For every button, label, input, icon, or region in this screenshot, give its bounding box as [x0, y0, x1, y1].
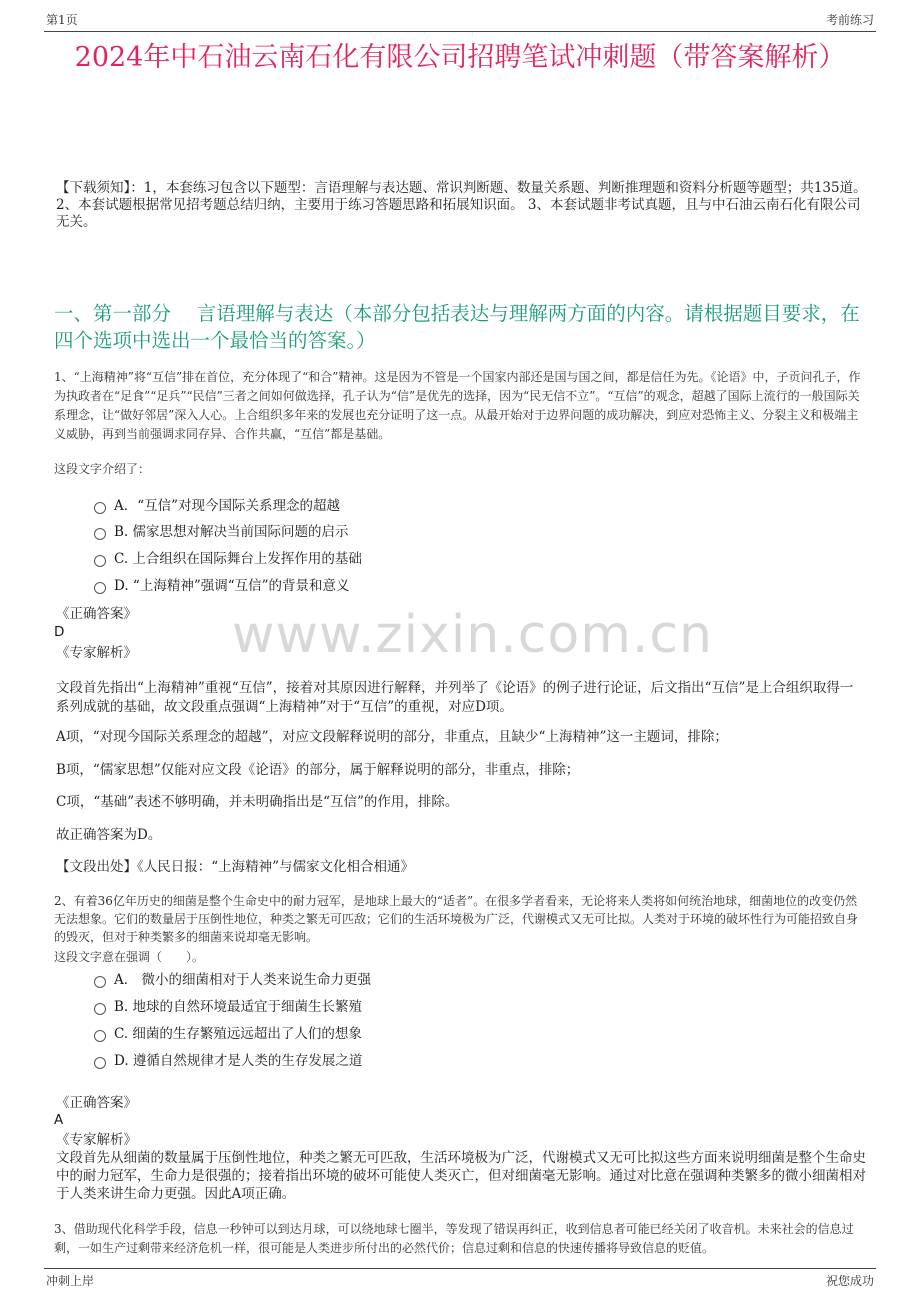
q2-option-d-label: D. 遵循自然规律才是人类的生存发展之道 [114, 1053, 363, 1069]
radio-button-icon[interactable] [94, 1057, 106, 1069]
q2-option-b[interactable] [94, 997, 362, 1017]
q1-option-a-label: A．“互信”对现今国际关系理念的超越 [114, 498, 341, 514]
q1-analysis-conclusion: 故正确答案为D。 [56, 827, 162, 843]
radio-button-icon[interactable] [94, 502, 106, 514]
q2-analysis: 文段首先从细菌的数量属于压倒性地位，种类之繁无可匹敌，生活环境极为广泛，代谢模式又无可比拟这些方面来说明细菌是整个生命史中的耐力冠军，生命力是很强的；接着指出环境的破坏可能使人类灭亡，但对细菌毫无影响。通过对比意在强调种类繁多的微小细菌相对于人类来讲生命力更强。因此A项正确。 [56, 1150, 866, 1202]
q2-option-b-label: B. 地球的自然环境最适宜于细菌生长繁殖 [114, 999, 363, 1015]
section-heading: 一、第一部分 言语理解与表达（本部分包括表达与理解两方面的内容。请根据题目要求，在四个选项中选出一个最恰当的答案。） [54, 302, 860, 352]
radio-button-icon[interactable] [94, 1003, 106, 1015]
q1-analysis-a: A项，“对现今国际关系理念的超越”，对应文段解释说明的部分，非重点，且缺少“上海精神”这一主题词，排除； [56, 729, 728, 745]
q1-source: 【文段出处】《人民日报：“上海精神”与儒家文化相合相通》 [56, 859, 415, 875]
q2-answer-label: 《正确答案》 [56, 1095, 137, 1111]
page-number: 第1页 [46, 13, 78, 27]
header-rule [44, 31, 876, 32]
q1-analysis-c: C项，“基础”表述不够明确，并未明确指出是“互信”的作用，排除。 [56, 794, 459, 810]
q1-option-c-label: C. 上合组织在国际舞台上发挥作用的基础 [114, 551, 362, 567]
question-1-stem: 1、“上海精神”将“互信”排在首位，充分体现了“和合”精神。这是因为不管是一个国家内部还是国与国之间，都是信任为先。《论语》中，子贡问孔子，作为执政者在“足食”“足兵”“民信”三者之间如何做选择，孔子认为“信”是优先的选择，因为“民无信不立”。“互信”的观念，超越了国际上流行的一般国际关系理念，让“做好邻居”深入人心。上合组织多年来的发展也充分证明了这一点。从最开始对于边界问题的成功解决，到应对恐怖主义、分裂主义和极端主义威胁，再到当前强调求同存异、合作共赢，“互信”都是基础。 [54, 370, 861, 441]
q1-option-b-label: B. 儒家思想对解决当前国际问题的启示 [114, 524, 349, 540]
radio-button-icon[interactable] [94, 1030, 106, 1042]
q2-option-c-label: C. 细菌的生存繁殖远远超出了人们的想象 [114, 1026, 362, 1042]
q2-answer-value: A [54, 1112, 64, 1128]
radio-button-icon[interactable] [94, 528, 106, 540]
header-tag: 考前练习 [825, 13, 874, 27]
download-notice: 【下载须知】：1，本套练习包含以下题型：言语理解与表达题、常识判断题、数量关系题、判断推理题和资料分析题等题型；共135道。 2、本套试题根据常见招考题总结归纳，主要用于练习答题思路和拓展知识面。 3、本套试题非考试真题，且与中石油云南石化有限公司无关。 [56, 180, 867, 230]
q1-option-c[interactable] [94, 549, 362, 569]
footer-right: 祝您成功 [825, 1274, 874, 1288]
q1-option-d[interactable] [94, 576, 350, 596]
q1-analysis-main: 文段首先指出“上海精神”重视“互信”，接着对其原因进行解释，并列举了《论语》的例子进行论证，后文指出“互信”是上合组织取得一系列成就的基础，故文段重点强调“上海精神”对于“互信”的重视，对应D项。 [56, 680, 854, 715]
q1-answer-value: D [54, 624, 65, 640]
q1-answer-label: 《正确答案》 [56, 606, 137, 622]
footer-rule [44, 1268, 876, 1269]
q1-option-d-label: D. “上海精神”强调“互信”的背景和意义 [114, 578, 350, 594]
document-title: 2024年中石油云南石化有限公司招聘笔试冲刺题（带答案解析） [74, 42, 846, 73]
q1-option-a[interactable] [94, 496, 340, 516]
question-1-prompt: 这段文字介绍了： [54, 462, 151, 476]
radio-button-icon[interactable] [94, 582, 106, 594]
q2-analysis-label: 《专家解析》 [56, 1132, 137, 1148]
question-2-prompt: 这段文字意在强调（ ）。 [54, 950, 205, 964]
watermark-text: www.zixin.com.cn [232, 605, 713, 665]
question-2-stem: 2、有着36亿年历史的细菌是整个生命史中的耐力冠军，是地球上最大的“适者”。在很多学者看来，无论将来人类将如何统治地球，细菌地位的改变仍然无法想象。它们的数量居于压倒性地位，种类之繁无可匹敌；它们的生活环境极为广泛，代谢模式又无可比拟。人类对于环境的破坏性行为可能招致自身的毁灭，但对于种类繁多的细菌来说却毫无影响。 [54, 894, 859, 944]
q2-option-d[interactable] [94, 1051, 362, 1071]
q1-analysis-label: 《专家解析》 [56, 645, 137, 661]
q2-option-a[interactable] [94, 970, 371, 990]
question-3-stem: 3、借助现代化科学手段，信息一秒钟可以到达月球，可以绕地球七圈半，等发现了错误再纠正，收到信息者可能已经关闭了收音机。未来社会的信息过剩，一如生产过剩带来经济危机一样，很可能是人类进步所付出的必然代价；信息过剩和信息的快速传播将导致信息的贬值。 [54, 1222, 854, 1255]
q2-option-a-label: A． 微小的细菌相对于人类来说生命力更强 [114, 972, 372, 988]
radio-button-icon[interactable] [94, 555, 106, 567]
q1-option-b[interactable] [94, 522, 349, 542]
footer-left: 冲刺上岸 [46, 1274, 95, 1288]
radio-button-icon[interactable] [94, 976, 106, 988]
q2-option-c[interactable] [94, 1024, 362, 1044]
q1-analysis-b: B项，“儒家思想”仅能对应文段《论语》的部分，属于解释说明的部分，非重点，排除； [56, 762, 580, 778]
